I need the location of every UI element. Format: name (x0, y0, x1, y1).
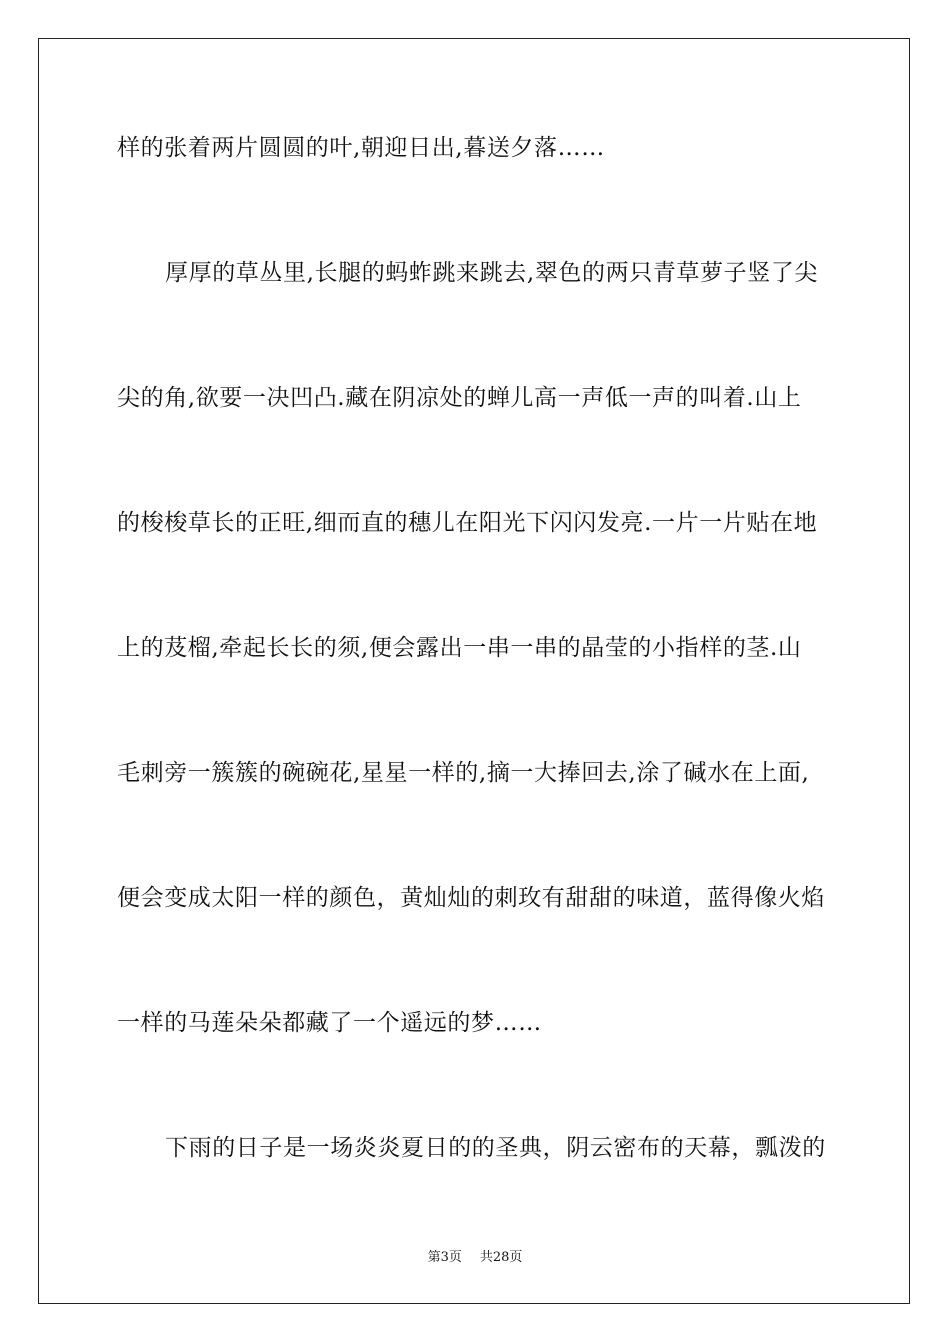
text-line-6: 毛刺旁一簇簇的碗碗花,星星一样的,摘一大捧回去,涂了碱水在上面, (117, 760, 810, 786)
text-line-3: 尖的角,欲要一决凹凸.藏在阴凉处的蝉儿高一声低一声的叫着.山上 (117, 385, 802, 411)
text-line-4: 的梭梭草长的正旺,细而直的穗儿在阳光下闪闪发亮.一片一片贴在地 (117, 510, 818, 536)
text-line-5: 上的芨榴,牵起长长的须,便会露出一串一串的晶莹的小指样的茎.山 (117, 635, 802, 661)
text-line-7: 便会变成太阳一样的颜色，黄灿灿的刺玫有甜甜的味道，蓝得像火焰 (117, 885, 825, 911)
text-line-8: 一样的马莲朵朵都藏了一个遥远的梦…… (117, 1010, 542, 1036)
page-border (38, 38, 910, 1304)
text-line-2: 厚厚的草丛里,长腿的蚂蚱跳来跳去,翠色的两只青草萝子竖了尖 (165, 260, 819, 286)
text-line-1: 样的张着两片圆圆的叶,朝迎日出,暮送夕落…… (117, 135, 605, 161)
page-footer (0, 1246, 950, 1265)
page-number-current: 第3页 (427, 1250, 462, 1265)
text-line-9: 下雨的日子是一场炎炎夏日的的圣典，阴云密布的天幕，瓢泼的 (165, 1135, 826, 1161)
page-number-total: 共28页 (479, 1250, 523, 1265)
